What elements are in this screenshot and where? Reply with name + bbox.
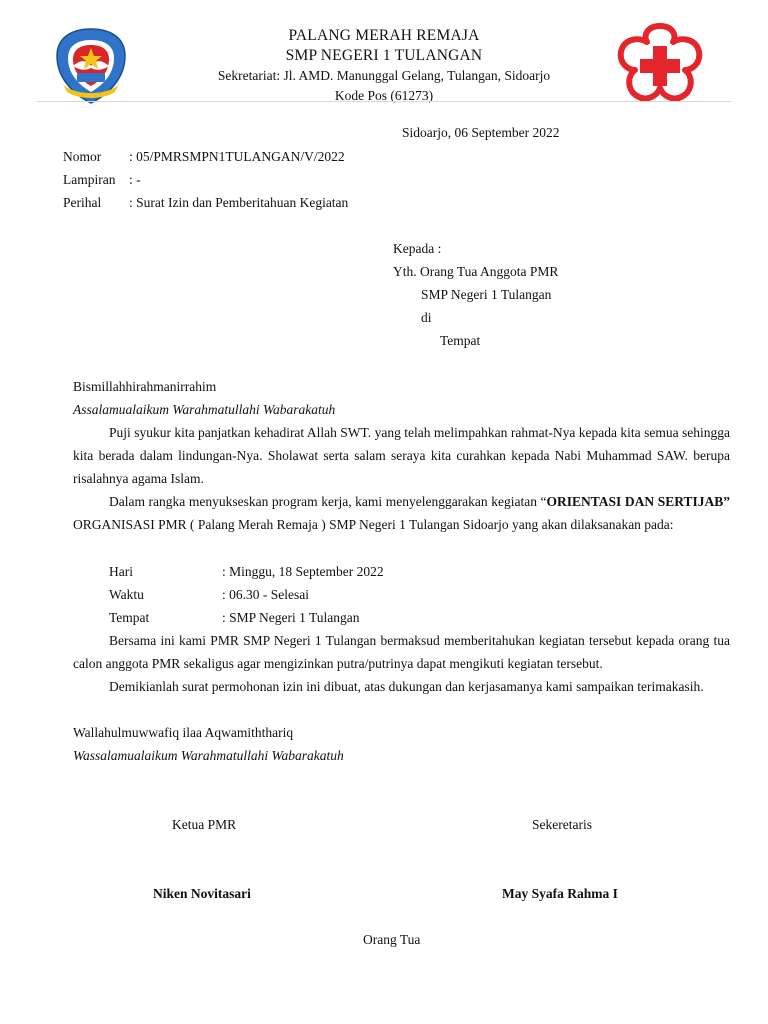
- signature-title-bottom: Orang Tua: [363, 932, 421, 947]
- red-cross-emblem-icon: [613, 22, 707, 106]
- recipient-line: SMP Negeri 1 Tulangan: [421, 287, 552, 302]
- signature-title-right: Sekeretaris: [532, 817, 592, 832]
- body-paragraph: Demikianlah surat permohonan izin ini dibuat, atas dukungan dan kerjasamanya kami sampaikan terimakasih.: [109, 679, 704, 694]
- org-name: PALANG MERAH REMAJA: [288, 27, 480, 44]
- school-emblem-icon: [53, 26, 129, 106]
- place-date: Sidoarjo, 06 September 2022: [402, 125, 560, 140]
- signature-title-left: Ketua PMR: [172, 817, 237, 832]
- address: Sekretariat: Jl. AMD. Manunggal Gelang, Tulangan, Sidoarjo: [217, 68, 551, 83]
- recipient-line: Yth. Orang Tua Anggota PMR: [393, 264, 559, 279]
- closing-greeting: Wassalamualaikum Warahmatullahi Wabarakatuh: [73, 748, 344, 763]
- schedule-label: Waktu: [109, 587, 144, 602]
- signature-name-left: Niken Novitasari: [153, 886, 251, 901]
- closing-line: Wallahulmuwwafiq ilaa Aqwamiththariq: [73, 725, 294, 740]
- schedule-value: : SMP Negeri 1 Tulangan: [222, 610, 360, 625]
- opening: Bismillahhirahmanirrahim: [73, 379, 217, 394]
- school-name: SMP NEGERI 1 TULANGAN: [285, 47, 483, 64]
- meta-value-nomor: : 05/PMRSMPN1TULANGAN/V/2022: [129, 149, 345, 164]
- letterhead: [170, 26, 598, 106]
- schedule-label: Tempat: [109, 610, 150, 625]
- greeting: Assalamualaikum Warahmatullahi Wabarakatuh: [73, 402, 336, 417]
- recipient-line: Tempat: [440, 333, 481, 348]
- body-paragraph: Dalam rangka menyukseskan program kerja, kami menyelenggarakan kegiatan “ORIENTASI DAN SERTIJAB” ORGANISASI PMR ( Palang Merah Remaja ) SMP Negeri 1 Tulangan Sidoarjo yang akan dilaksanakan pada:: [73, 494, 730, 532]
- schedule-label: Hari: [109, 564, 133, 579]
- meta-value-perihal: : Surat Izin dan Pemberitahuan Kegiatan: [129, 195, 349, 210]
- meta-label-nomor: Nomor: [63, 149, 102, 164]
- header-divider: [36, 101, 732, 102]
- meta-label-lampiran: Lampiran: [63, 172, 116, 187]
- body-paragraph: Bersama ini kami PMR SMP Negeri 1 Tulangan bermaksud memberitahukan kegiatan tersebut kepada orang tua calon anggota PMR sekaligus agar mengizinkan putra/putrinya dapat mengikuti kegiatan tersebut.: [73, 633, 730, 671]
- recipient-line: Kepada :: [393, 241, 442, 256]
- schedule-value: : Minggu, 18 September 2022: [222, 564, 384, 579]
- body-paragraph: Puji syukur kita panjatkan kehadirat Allah SWT. yang telah melimpahkan rahmat-Nya kepada kita semua sehingga kita berada dalam lindungan-Nya. Sholawat serta salam seraya kita curahkan kepada Nabi Muhammad SAW. berupa risalahnya agama Islam.: [73, 425, 730, 486]
- postal-code: Kode Pos (61273): [334, 88, 434, 103]
- event-name: ORIENTASI DAN SERTIJAB”: [546, 494, 730, 509]
- signature-name-right: May Syafa Rahma I: [502, 886, 618, 901]
- meta-value-lampiran: : -: [129, 172, 141, 187]
- recipient-line: di: [421, 310, 432, 325]
- schedule-value: : 06.30 - Selesai: [222, 587, 309, 602]
- meta-label-perihal: Perihal: [63, 195, 102, 210]
